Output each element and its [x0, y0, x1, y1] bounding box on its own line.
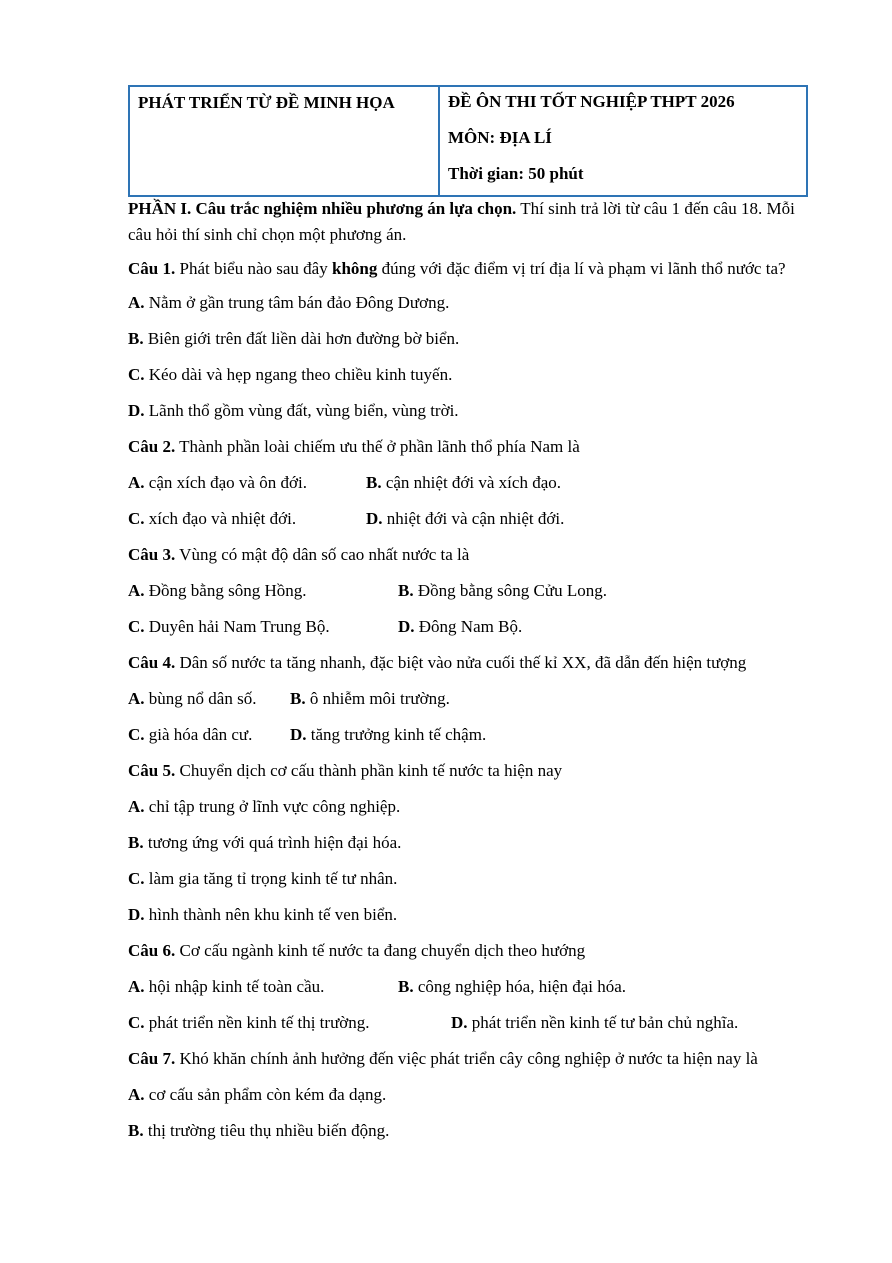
- header-source: PHÁT TRIỂN TỪ ĐỀ MINH HỌA: [138, 93, 395, 112]
- option-label: D.: [128, 401, 145, 420]
- option-label: B.: [128, 329, 144, 348]
- option-label: A.: [128, 1085, 145, 1104]
- q4-options-cd: [128, 722, 808, 758]
- header-table: [128, 85, 808, 197]
- q3-options-ab: [128, 578, 808, 614]
- option-label: B.: [128, 833, 144, 852]
- q4-text: Dân số nước ta tăng nhanh, đặc biệt vào nửa cuối thế kỉ XX, đã dẫn đến hiện tượng: [175, 653, 747, 672]
- q6-option-a: [128, 977, 324, 996]
- question-2: [128, 434, 808, 470]
- option-text: nhiệt đới và cận nhiệt đới.: [382, 509, 565, 528]
- q1-option-c: [128, 362, 808, 398]
- q2-text: Thành phần loài chiếm ưu thế ở phần lãnh thổ phía Nam là: [175, 437, 580, 456]
- q4-option-c: [128, 725, 252, 744]
- q4-option-b: [290, 686, 450, 712]
- q4-number: Câu 4.: [128, 653, 176, 672]
- q2-options-cd: [128, 506, 808, 542]
- q4-options-ab: [128, 686, 808, 722]
- option-text: tương ứng với quá trình hiện đại hóa.: [143, 833, 402, 852]
- exam-subject: MÔN: ĐỊA LÍ: [448, 128, 552, 147]
- option-text: cận nhiệt đới và xích đạo.: [381, 473, 561, 492]
- option-label: B.: [398, 977, 414, 996]
- option-text: hội nhập kinh tế toàn cầu.: [144, 977, 325, 996]
- question-3: [128, 542, 808, 578]
- q2-option-c: [128, 509, 296, 528]
- q1-option-a: [128, 290, 808, 326]
- q4-option-d: [290, 722, 486, 748]
- option-label: C.: [128, 1013, 145, 1032]
- question-4: [128, 650, 808, 686]
- option-label: C.: [128, 617, 145, 636]
- option-label: D.: [290, 725, 307, 744]
- question-1: [128, 256, 808, 282]
- header-right-cell: [440, 87, 806, 195]
- option-text: Biên giới trên đất liền dài hơn đường bờ biển.: [143, 329, 460, 348]
- option-label: B.: [398, 581, 414, 600]
- q1-option-b: [128, 326, 808, 362]
- q3-option-b: [398, 578, 607, 604]
- q5-option-d: [128, 902, 808, 938]
- option-text: ô nhiễm môi trường.: [305, 689, 450, 708]
- question-5: [128, 758, 808, 794]
- option-text: phát triển nền kinh tế tư bản chủ nghĩa.: [467, 1013, 739, 1032]
- exam-time: Thời gian: 50 phút: [448, 164, 584, 183]
- q1-option-d: [128, 398, 808, 434]
- q3-number: Câu 3.: [128, 545, 176, 564]
- part1-intro: [128, 196, 808, 248]
- option-label: A.: [128, 797, 145, 816]
- q1-number: Câu 1.: [128, 259, 176, 278]
- option-label: D.: [366, 509, 383, 528]
- exam-content: [128, 196, 808, 1154]
- q4-option-a: [128, 689, 256, 708]
- option-text: bùng nổ dân số.: [144, 689, 257, 708]
- option-text: tăng trưởng kinh tế chậm.: [306, 725, 487, 744]
- option-label: C.: [128, 725, 145, 744]
- option-text: làm gia tăng tỉ trọng kinh tế tư nhân.: [144, 869, 398, 888]
- option-text: già hóa dân cư.: [144, 725, 253, 744]
- q2-options-ab: [128, 470, 808, 506]
- q2-number: Câu 2.: [128, 437, 176, 456]
- q5-option-a: [128, 794, 808, 830]
- q6-option-d: [451, 1010, 738, 1036]
- option-text: thị trường tiêu thụ nhiều biến động.: [143, 1121, 390, 1140]
- q6-text: Cơ cấu ngành kinh tế nước ta đang chuyển dịch theo hướng: [175, 941, 586, 960]
- option-text: cơ cấu sản phẩm còn kém đa dạng.: [144, 1085, 387, 1104]
- option-label: C.: [128, 869, 145, 888]
- option-label: C.: [128, 365, 145, 384]
- q3-options-cd: [128, 614, 808, 650]
- option-label: A.: [128, 689, 145, 708]
- option-text: Đông Nam Bộ.: [414, 617, 523, 636]
- part1-label: PHẦN I. Câu trắc nghiệm nhiều phương án lựa chọn.: [128, 199, 517, 218]
- option-label: A.: [128, 977, 145, 996]
- option-text: Kéo dài và hẹp ngang theo chiều kinh tuyến.: [144, 365, 453, 384]
- option-text: Đồng bằng sông Cửu Long.: [413, 581, 607, 600]
- q6-number: Câu 6.: [128, 941, 176, 960]
- q3-option-d: [398, 614, 522, 640]
- question-7: [128, 1046, 808, 1082]
- q7-option-b: [128, 1118, 808, 1154]
- q7-option-a: [128, 1082, 808, 1118]
- q2-option-b: [366, 470, 561, 496]
- q6-options-cd: [128, 1010, 808, 1046]
- option-label: B.: [290, 689, 306, 708]
- q5-number: Câu 5.: [128, 761, 176, 780]
- q2-option-a: [128, 473, 307, 492]
- option-label: C.: [128, 509, 145, 528]
- option-text: Đồng bằng sông Hồng.: [144, 581, 307, 600]
- option-label: A.: [128, 473, 145, 492]
- q3-text: Vùng có mật độ dân số cao nhất nước ta là: [175, 545, 470, 564]
- q3-option-a: [128, 581, 307, 600]
- q5-text: Chuyển dịch cơ cấu thành phần kinh tế nước ta hiện nay: [175, 761, 563, 780]
- header-left-cell: [130, 87, 440, 195]
- q5-option-c: [128, 866, 808, 902]
- q1-emphasis: không: [331, 259, 378, 278]
- option-text: Lãnh thổ gồm vùng đất, vùng biển, vùng trời.: [144, 401, 459, 420]
- option-text: xích đạo và nhiệt đới.: [144, 509, 297, 528]
- question-6: [128, 938, 808, 974]
- option-text: cận xích đạo và ôn đới.: [144, 473, 307, 492]
- q3-option-c: [128, 617, 330, 636]
- q1-text-a: Phát biểu nào sau đây: [175, 259, 332, 278]
- option-text: chỉ tập trung ở lĩnh vực công nghiệp.: [144, 797, 401, 816]
- q6-option-c: [128, 1013, 370, 1032]
- option-label: D.: [451, 1013, 468, 1032]
- q7-number: Câu 7.: [128, 1049, 176, 1068]
- option-text: Nằm ở gần trung tâm bán đảo Đông Dương.: [144, 293, 450, 312]
- exam-title: ĐỀ ÔN THI TỐT NGHIỆP THPT 2026: [448, 92, 735, 111]
- option-label: B.: [366, 473, 382, 492]
- part1-instruction: Thí sinh trả lời từ câu 1 đến câu 18. Mỗi câu hỏi thí sinh chỉ chọn một phương án.: [128, 199, 795, 244]
- option-text: hình thành nên khu kinh tế ven biển.: [144, 905, 398, 924]
- q1-text-b: đúng với đặc điểm vị trí địa lí và phạm vi lãnh thổ nước ta?: [377, 259, 786, 278]
- option-text: công nghiệp hóa, hiện đại hóa.: [413, 977, 627, 996]
- option-label: A.: [128, 581, 145, 600]
- option-text: Duyên hải Nam Trung Bộ.: [144, 617, 330, 636]
- q7-text: Khó khăn chính ảnh hưởng đến việc phát triển cây công nghiệp ở nước ta hiện nay là: [175, 1049, 758, 1068]
- option-label: B.: [128, 1121, 144, 1140]
- option-text: phát triển nền kinh tế thị trường.: [144, 1013, 370, 1032]
- option-label: D.: [398, 617, 415, 636]
- q6-options-ab: [128, 974, 808, 1010]
- q2-option-d: [366, 506, 564, 532]
- option-label: A.: [128, 293, 145, 312]
- q6-option-b: [398, 974, 626, 1000]
- q5-option-b: [128, 830, 808, 866]
- option-label: D.: [128, 905, 145, 924]
